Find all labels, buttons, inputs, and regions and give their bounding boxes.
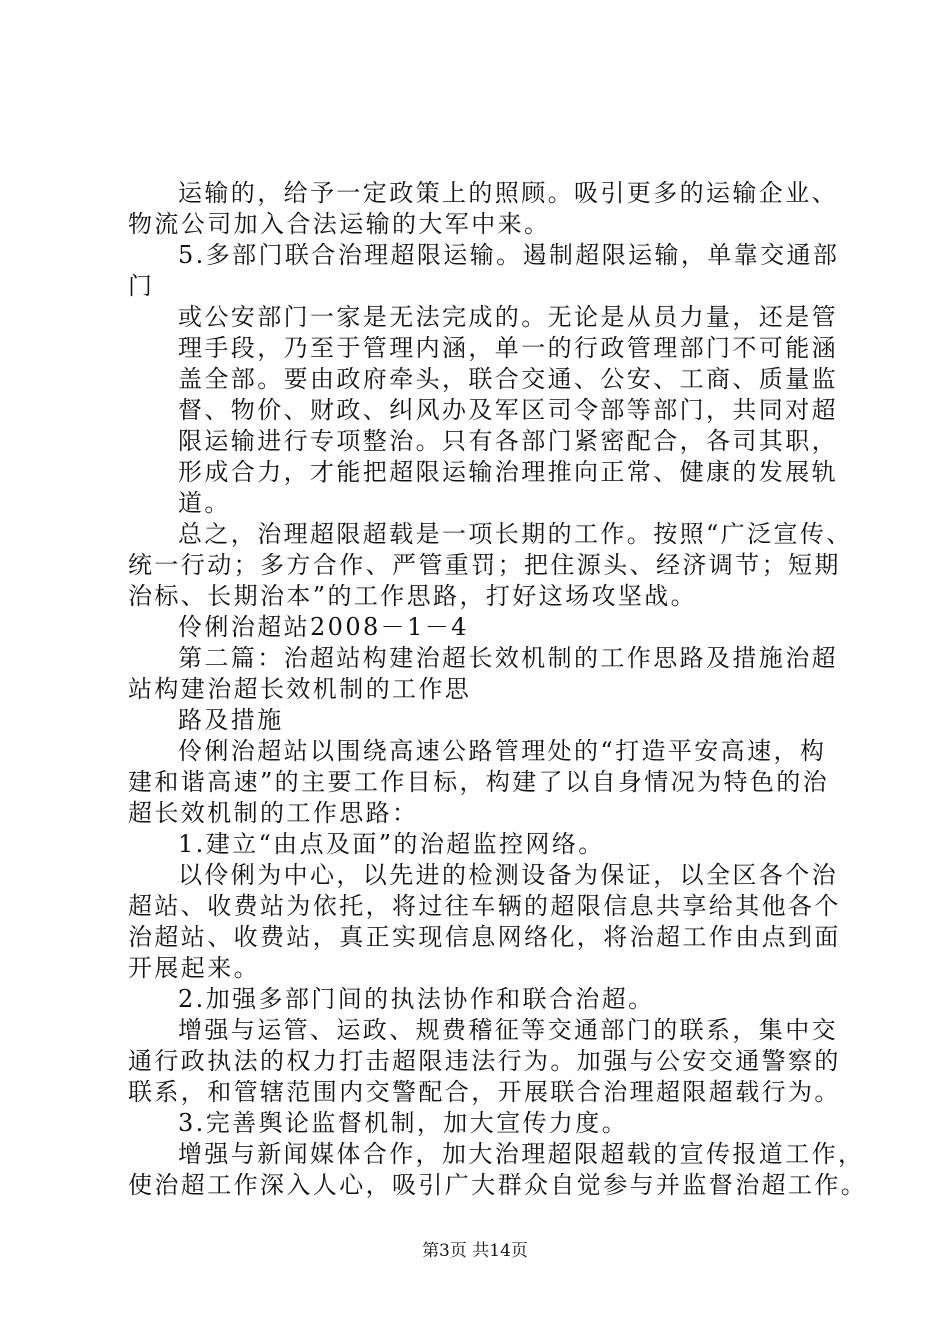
text-line: 运输的，给予一定政策上的照顾。吸引更多的运输企业、 <box>178 179 838 207</box>
text-line: 增强与运管、运政、规费稽征等交通部门的联系，集中交 <box>178 1016 838 1044</box>
page-footer: 第3页 共14页 <box>422 1241 528 1261</box>
text-line: 门 <box>128 272 155 300</box>
text-line: 形成合力，才能把超限运输治理推向正常、健康的发展轨 <box>178 458 838 486</box>
text-line: 超站、收费站为依托，将过往车辆的超限信息共享给其他各个 <box>128 892 841 920</box>
text-line: 第二篇：治超站构建治超长效机制的工作思路及措施治超 <box>178 644 838 672</box>
text-line: 开展起来。 <box>128 954 260 982</box>
text-line: 限运输进行专项整治。只有各部门紧密配合，各司其职， <box>178 427 838 455</box>
text-line: 道。 <box>178 489 231 517</box>
text-line: 物流公司加入合法运输的大军中来。 <box>128 210 551 238</box>
text-line: 伶俐治超站2008－1－4 <box>178 613 469 641</box>
text-line: 理手段，乃至于管理内涵，单一的行政管理部门不可能涵 <box>178 334 838 362</box>
text-line: 3.完善舆论监督机制，加大宣传力度。 <box>178 1109 629 1137</box>
text-line: 站构建治超长效机制的工作思 <box>128 675 472 703</box>
text-line: 5.多部门联合治理超限运输。遏制超限运输，单靠交通部 <box>178 241 840 269</box>
text-line: 治标、长期治本”的工作思路，打好这场攻坚战。 <box>128 582 698 610</box>
text-line: 路及措施 <box>178 706 284 734</box>
text-line: 增强与新闻媒体合作，加大治理超限超载的宣传报道工作， <box>178 1140 865 1168</box>
text-line: 治超站、收费站，真正实现信息网络化，将治超工作由点到面 <box>128 923 841 951</box>
text-line: 以伶俐为中心，以先进的检测设备为保证，以全区各个治 <box>178 861 838 889</box>
text-line: 盖全部。要由政府牵头，联合交通、公安、工商、质量监 <box>178 365 838 393</box>
text-line: 总之，治理超限超载是一项长期的工作。按照“广泛宣传、 <box>178 520 853 548</box>
text-line: 伶俐治超站以围绕高速公路管理处的“打造平安高速，构 <box>178 737 827 765</box>
text-line: 1.建立“由点及面”的治超监控网络。 <box>178 830 605 858</box>
text-line: 通行政执法的权力打击超限违法行为。加强与公安交通警察的 <box>128 1047 841 1075</box>
text-line: 联系，和管辖范围内交警配合，开展联合治理超限超载行为。 <box>128 1078 841 1106</box>
text-line: 超长效机制的工作思路： <box>128 799 419 827</box>
text-line: 使治超工作深入人心，吸引广大群众自觉参与并监督治超工作。 <box>128 1171 868 1199</box>
text-line: 统一行动；多方合作、严管重罚；把住源头、经济调节；短期 <box>128 551 841 579</box>
text-line: 或公安部门一家是无法完成的。无论是从员力量，还是管 <box>178 303 838 331</box>
text-line: 建和谐高速”的主要工作目标，构建了以自身情况为特色的治 <box>128 768 830 796</box>
text-line: 2.加强多部门间的执法协作和联合治超。 <box>178 985 655 1013</box>
text-line: 督、物价、财政、纠风办及军区司令部等部门，共同对超 <box>178 396 838 424</box>
